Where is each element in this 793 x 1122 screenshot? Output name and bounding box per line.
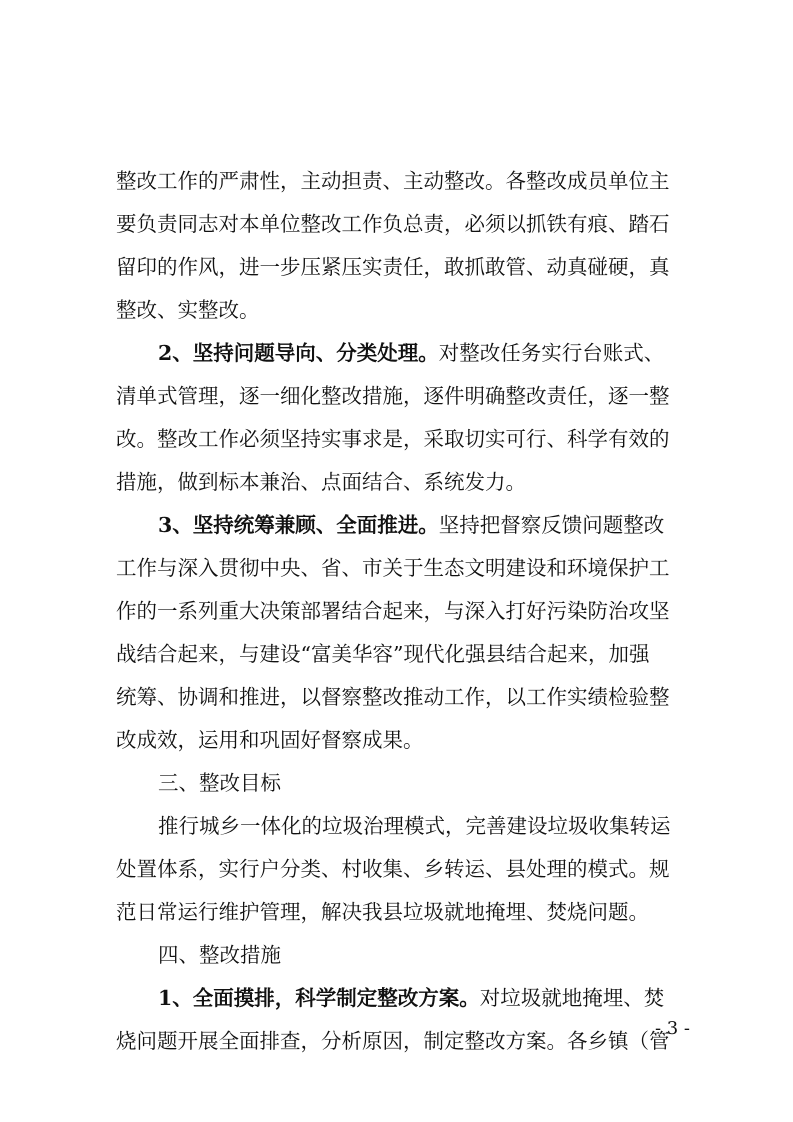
paragraph-line <box>116 682 676 712</box>
paragraph-line <box>116 295 676 325</box>
line-text: 处置体系，实行户分类、村收集、乡转运、县处理的模式。规 <box>116 857 670 881</box>
paragraph-line <box>116 1026 676 1056</box>
line-text: 战结合起来，与建设“富美华容”现代化强县结合起来，加强 <box>116 642 650 666</box>
line-text: 推行城乡一体化的垃圾治理模式，完善建设垃圾收集转运 <box>158 814 671 838</box>
line-text: 四、整改措施 <box>158 943 281 967</box>
line-text: 作的一系列重大决策部署结合起来，与深入打好污染防治攻坚 <box>116 599 670 623</box>
paragraph-line <box>116 553 676 583</box>
line-text: 整改工作的严肃性，主动担责、主动整改。各整改成员单位主 <box>116 169 670 193</box>
line-text: 范日常运行维护管理，解决我县垃圾就地掩埋、焚烧问题。 <box>116 900 649 924</box>
heading-bold: 2、坚持问题导向、分类处理。 <box>158 341 439 365</box>
paragraph-line <box>158 983 676 1013</box>
line-text: 烧问题开展全面排查，分析原因，制定整改方案。各乡镇（管 <box>116 1029 670 1053</box>
paragraph-line <box>158 338 676 368</box>
line-text: 改成效，运用和巩固好督察成果。 <box>116 728 424 752</box>
page-number: - 3 - <box>654 1018 690 1039</box>
paragraph-line <box>116 639 676 669</box>
paragraph-line <box>116 596 676 626</box>
section-heading <box>158 940 676 970</box>
line-text: 留印的作风，进一步压紧压实责任，敢抓敢管、动真碰硬，真 <box>116 255 670 279</box>
line-text: 对整改任务实行台账式、 <box>438 341 665 365</box>
paragraph-line <box>116 467 676 497</box>
paragraph-line <box>116 166 676 196</box>
line-text: 清单式管理，逐一细化整改措施，逐件明确整改责任，逐一整 <box>116 384 670 408</box>
line-text: 工作与深入贯彻中央、省、市关于生态文明建设和环境保护工 <box>116 556 670 580</box>
line-text: 对垃圾就地掩埋、焚 <box>479 986 665 1010</box>
paragraph-line <box>158 510 676 540</box>
line-text: 措施，做到标本兼治、点面结合、系统发力。 <box>116 470 526 494</box>
line-text: 改。整改工作必须坚持实事求是，采取切实可行、科学有效的 <box>116 427 670 451</box>
paragraph-line <box>116 424 676 454</box>
paragraph-line <box>116 209 676 239</box>
paragraph-line <box>116 252 676 282</box>
paragraph-line <box>116 725 676 755</box>
heading-bold: 1、全面摸排，科学制定整改方案。 <box>158 986 480 1010</box>
line-text: 三、整改目标 <box>158 771 281 795</box>
line-text: 整改、实整改。 <box>116 298 260 322</box>
paragraph-line <box>158 811 676 841</box>
section-heading <box>158 768 676 798</box>
line-text: 统筹、协调和推进，以督察整改推动工作，以工作实绩检验整 <box>116 685 670 709</box>
heading-bold: 3、坚持统筹兼顾、全面推进。 <box>158 513 439 537</box>
paragraph-line <box>116 897 676 927</box>
paragraph-line <box>116 854 676 884</box>
paragraph-line <box>116 381 676 411</box>
line-text: 要负责同志对本单位整改工作负总责，必须以抓铁有痕、踏石 <box>116 212 670 236</box>
line-text: 坚持把督察反馈问题整改 <box>438 513 665 537</box>
